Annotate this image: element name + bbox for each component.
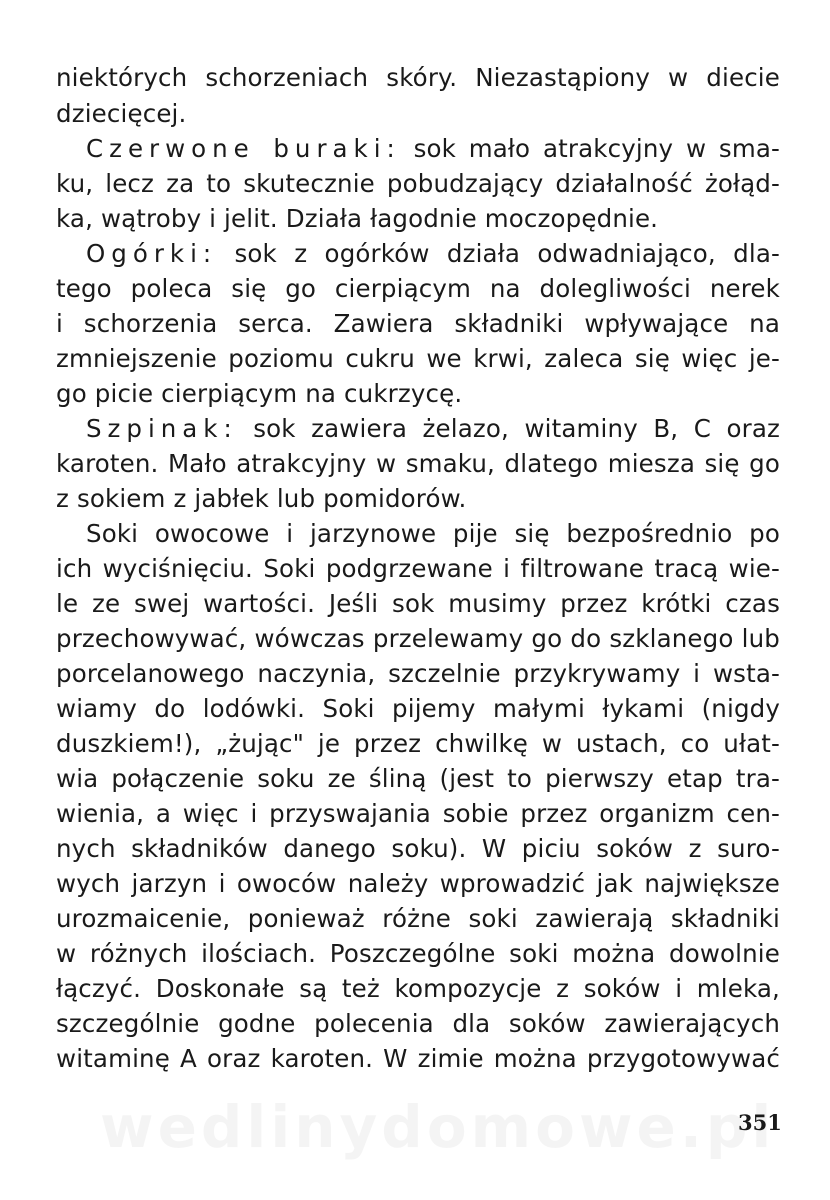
text-line: le ze swej wartości. Jeśli sok musimy przez krótki czas [56, 589, 780, 618]
text-line: wienia, a więc i przyswajania sobie przez organizm cen- [56, 799, 780, 828]
text-line: go picie cierpiącym na cukrzycę. [56, 379, 463, 408]
text-line: porcelanowego naczynia, szczelnie przykrywamy i wsta- [56, 659, 780, 688]
text-fragment: sok mało atrakcyjny w sma- [400, 134, 780, 163]
text-line: duszkiem!), „żując" je przez chwilkę w ustach, co ułat- [56, 729, 780, 758]
text-line: niektórych schorzeniach skóry. Niezastąpiony w diecie [56, 63, 780, 92]
text-line [86, 411, 780, 447]
text-line: ich wyciśnięciu. Soki podgrzewane i filtrowane tracą wie- [56, 554, 780, 583]
text-fragment: sok z ogórków działa odwadniająco, dla- [217, 239, 780, 268]
term-czerwone-buraki: Czerwone buraki: [86, 134, 401, 163]
text-line: urozmaicenie, ponieważ różne soki zawierają składniki [56, 904, 780, 933]
text-line: zmniejszenie poziomu cukru we krwi, zaleca się więc je- [56, 344, 780, 373]
text-line: wych jarzyn i owoców należy wprowadzić jak największe [56, 869, 780, 898]
text-line: przechowywać, wówczas przelewamy go do szklanego lub [56, 624, 780, 653]
text-line [86, 236, 780, 272]
text-line [86, 131, 780, 167]
text-line: wia połączenie soku ze śliną (jest to pierwszy etap tra- [56, 764, 780, 793]
text-fragment: sok zawiera żelazo, witaminy B, C oraz [237, 414, 780, 443]
term-ogorki: Ogórki: [86, 239, 218, 268]
text-line: z sokiem z jabłek lub pomidorów. [56, 484, 467, 513]
text-line: i schorzenia serca. Zawiera składniki wpływające na [56, 309, 780, 338]
text-line: wiamy do lodówki. Soki pijemy małymi łykami (nigdy [56, 694, 780, 723]
text-line: szczególnie godne polecenia dla soków zawierających [56, 1009, 780, 1038]
text-line: ku, lecz za to skutecznie pobudzający działalność żołąd- [56, 169, 780, 198]
text-line: witaminę A oraz karoten. W zimie można przygotowywać [56, 1044, 780, 1073]
text-line: tego poleca się go cierpiącym na dolegliwości nerek [56, 274, 780, 303]
text-line: łączyć. Doskonałe są też kompozycje z soków i mleka, [56, 974, 780, 1003]
text-line: dziecięcej. [56, 99, 187, 128]
watermark [100, 1093, 775, 1161]
term-szpinak: Szpinak: [86, 414, 238, 443]
text-line: Soki owocowe i jarzynowe pije się bezpośrednio po [86, 519, 780, 548]
text-line: karoten. Mało atrakcyjny w smaku, dlatego miesza się go [56, 449, 780, 478]
text-line: w różnych ilościach. Poszczególne soki można dowolnie [56, 939, 780, 968]
text-line: ka, wątroby i jelit. Działa łagodnie moczopędnie. [56, 204, 659, 233]
text-line: nych składników danego soku). W piciu soków z suro- [56, 834, 780, 863]
page-number: 351 [738, 1110, 782, 1135]
